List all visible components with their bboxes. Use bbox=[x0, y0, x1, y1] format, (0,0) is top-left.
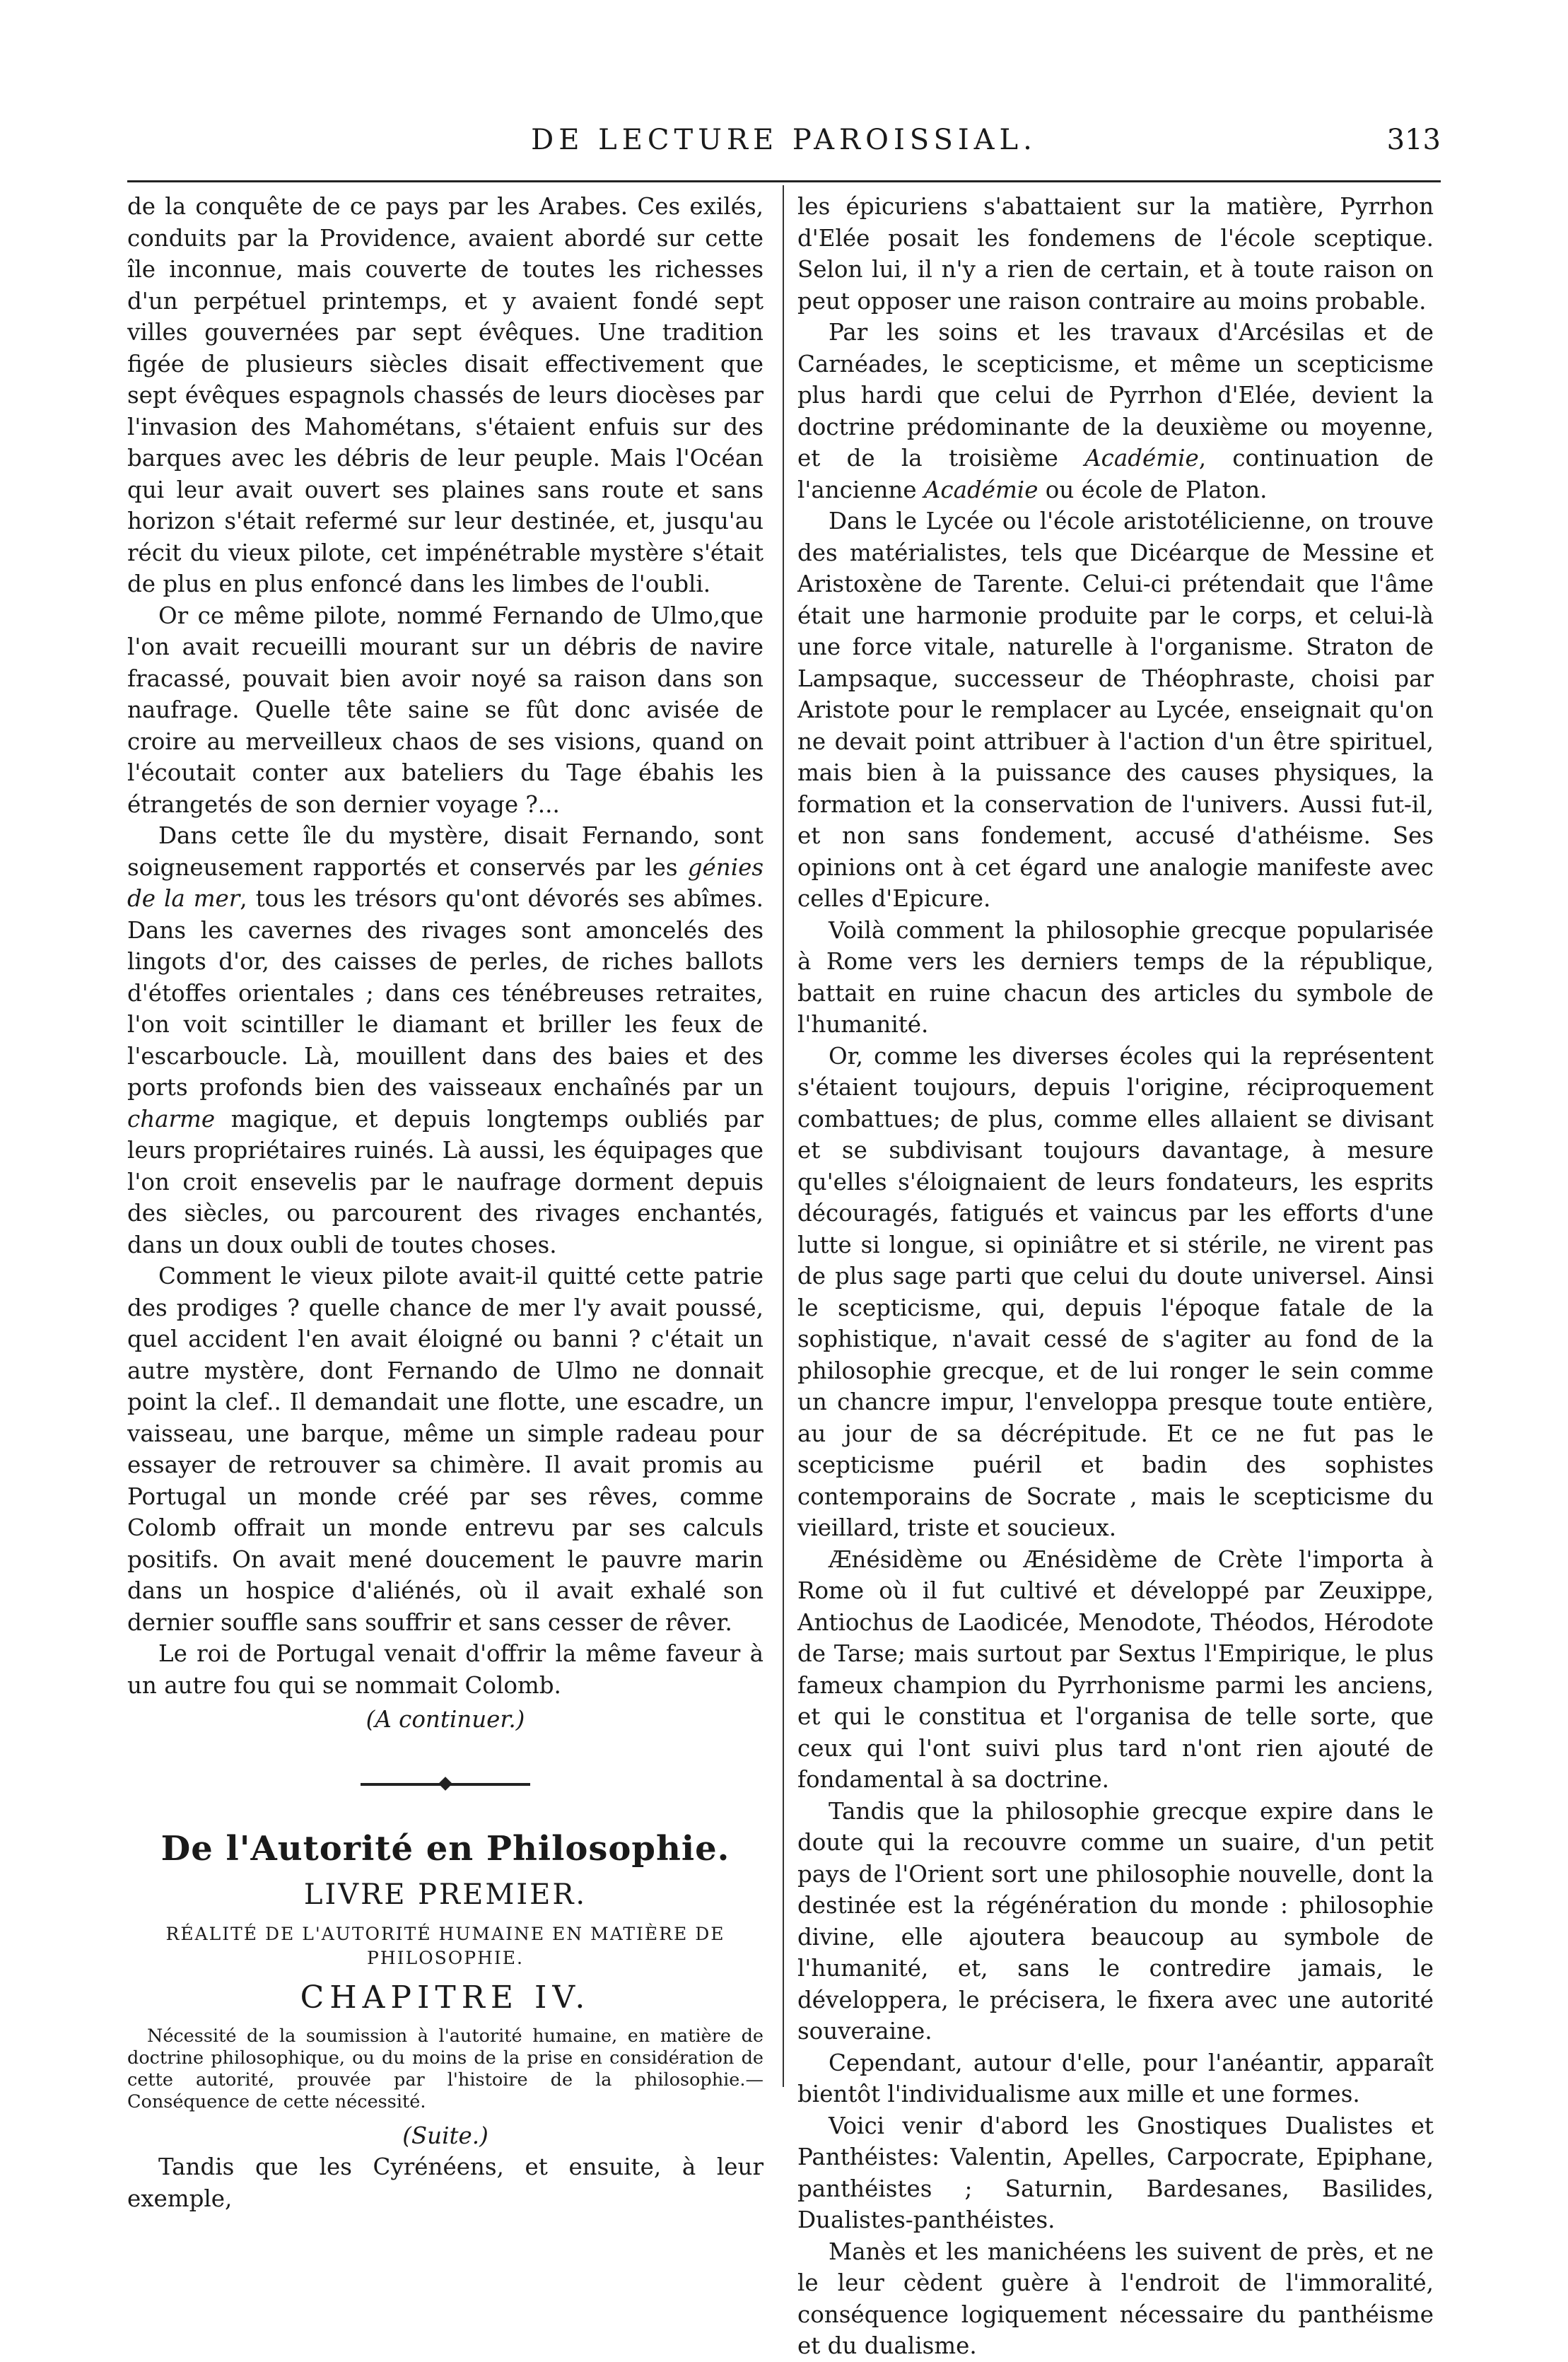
chapter-title: CHAPITRE IV. bbox=[300, 1979, 591, 2016]
italic-text: Académie bbox=[1084, 445, 1199, 472]
text-run: , tous les trésors qu'ont dévorés ses abîmes. Dans les cavernes des rivages sont amoncelés des lingots d'or, des caisses de perles, de riches ballots d'étoffes orientales ; dans ces ténébreuses retraites, l'on voit scintiller le diamant et briller les feux de l'escarboucle. Là, mouillent dans des baies et des ports profonds bien des vaisseaux enchaînés par un bbox=[127, 885, 763, 1101]
paragraph: Tandis que les Cyrénéens, et ensuite, à leur exemple, bbox=[127, 2153, 763, 2212]
paragraph: les épicuriens s'abattaient sur la matière, Pyrrhon d'Elée posait les fondemens de l'école sceptique. Selon lui, il n'y a rien de certain, et à toute raison on peut opposer une raison contraire au moins probable. bbox=[797, 193, 1434, 315]
column-divider bbox=[783, 185, 784, 2087]
paragraph: Manès et les manichéens les suivent de près, et ne le leur cèdent guère à l'endroit de l'immoralité, conséquence logiquement nécessaire du panthéisme et du dualisme. bbox=[797, 2238, 1434, 2359]
text-run: Par les soins et les travaux d'Arcésilas et de Carnéades, le scepticisme, et même un scepticisme plus hardi que celui de Pyrrhon d'Elée, devient la doctrine prédominante de la deuxième ou moyenne, et de la troisième bbox=[797, 319, 1434, 472]
section-ornament bbox=[361, 1777, 530, 1791]
paragraph: Dans le Lycée ou l'école aristotélicienne, on trouve des matérialistes, tels que Dicéarque de Messine et Aristoxène de Tarente. Celui-ci prétendait que l'âme était une harmonie produite par le corps, et celui-là une force vitale, naturelle à l'organisme. Straton de Lampsaque, successeur de Théophraste, choisi par Aristote pour le remplacer au Lycée, enseignait qu'on ne devait point attribuer à l'action d'un être spirituel, mais bien à la puissance des causes physiques, la formation et la conservation de l'univers. Aussi fut-il, et non sans fondement, accusé d'athéisme. Ses opinions ont à cet égard une analogie manifeste avec celles d'Epicure. bbox=[797, 508, 1434, 912]
paragraph bbox=[127, 820, 763, 1261]
text-run: magique, et depuis longtemps oubliés par leurs propriétaires ruinés. Là aussi, les équipages que l'on croit ensevelis par le naufrage dorment depuis des siècles, ou parcourent des rivages enchantés, dans un doux oubli de toutes choses. bbox=[127, 1105, 764, 1258]
paragraph: Comment le vieux pilote avait-il quitté cette patrie des prodiges ? quelle chance de mer l'y avait poussé, quel accident l'en avait éloigné ou banni ? c'était un autre mystère, dont Fernando de Ulmo ne donnait point la clef.. Il demandait une flotte, une escadre, un vaisseau, une barque, même un simple radeau pour essayer de retrouver sa chimère. Il avait promis au Portugal un monde créé par ses rêves, comme Colomb offrait un monde entrevu par ses calculs positifs. On avait mené doucement le pauvre marin dans un hospice d'aliénés, où il avait exhalé son dernier souffle sans souffrir et sans cesser de rêver. bbox=[127, 1263, 763, 1636]
to-be-continued: (A continuer.) bbox=[365, 1706, 525, 1733]
running-title: DE LECTURE PAROISSIAL. bbox=[531, 124, 1037, 156]
running-header bbox=[127, 124, 1441, 166]
paragraph: Or, comme les diverses écoles qui la représentent s'étaient toujours, depuis l'origine, réciproquement combattues; de plus, comme elles allaient se divisant et se subdivisant toujours davantage, à mesure qu'elles s'éloignaient de leurs fondateurs, les esprits découragés, fatigués et vaincus par les efforts d'une lutte si longue, si opiniâtre et si stérile, ne virent pas de plus sage parti que celui du doute universel. Ainsi le scepticisme, qui, depuis l'époque fatale de la sophistique, n'avait cessé de s'agiter au fond de la philosophie grecque, et de lui ronger le sein comme un chancre impur, l'enveloppa presque toute entière, au jour de sa décrépitude. Et ce ne fut pas le scepticisme puéril et badin des sophistes contemporains de Socrate , mais le scepticisme du vieillard, triste et soucieux. bbox=[797, 1042, 1434, 1541]
italic-text: génies de la mer bbox=[127, 853, 763, 912]
part-title: RÉALITÉ DE L'AUTORITÉ HUMAINE EN MATIÈRE DE PHILOSOPHIE. bbox=[165, 1923, 725, 1968]
paragraph: Or ce même pilote, nommé Fernando de Ulmo,que l'on avait recueilli mourant sur un débris de navire fracassé, pouvait bien avoir noyé sa raison dans son naufrage. Quelle tête saine se fût donc avisée de croire au merveilleux chaos de ses visions, quand on l'écoutait conter aux bateliers du Tage ébahis les étrangetés de son dernier voyage ?... bbox=[127, 602, 763, 818]
paragraph: Voici venir d'abord les Gnostiques Dualistes et Panthéistes: Valentin, Apelles, Carpocrate, Epiphane, panthéistes ; Saturnin, Bardesanes, Basilides, Dualistes-panthéistes. bbox=[797, 2112, 1434, 2233]
header-rule bbox=[127, 180, 1441, 182]
paragraph: Voilà comment la philosophie grecque popularisée à Rome vers les derniers temps de la république, battait en ruine chacun des articles du symbole de l'humanité. bbox=[797, 916, 1434, 1038]
book-title: LIVRE PREMIER. bbox=[303, 1878, 587, 1911]
ornament-diamond bbox=[438, 1777, 452, 1791]
paragraph: de la conquête de ce pays par les Arabes. Ces exilés, conduits par la Providence, avaient abordé sur cette île inconnue, mais couverte de toutes les richesses d'un perpétuel printemps, et y avaient fondé sept villes gouvernées par sept évêques. Une tradition figée de plusieurs siècles disait effectivement que sept évêques espagnols chassés de leurs diocèses par l'invasion des Mahométans, s'étaient enfuis sur des barques avec les débris de leur peuple. Mais l'Océan qui leur avait ouvert ses plaines sans route et sans horizon s'était refermé sur leur destinée, et, jusqu'au récit du vieux pilote, cet impénétrable mystère s'était de plus en plus enfoncé dans les limbes de l'oubli. bbox=[127, 193, 763, 597]
chapter-summary: Nécessité de la soumission à l'autorité humaine, en matière de doctrine philosophique, ou du moins de la prise en considération de cette autorité, prouvée par l'histoire de la philosophie.—Conséquence de cette nécessité. bbox=[127, 2025, 763, 2112]
paragraph: Tandis que la philosophie grecque expire dans le doute qui la recouvre comme un suaire, d'un petit pays de l'Orient sort une philosophie nouvelle, dont la destinée est la régénération du monde : philosophie divine, elle ajoutera beaucoup au symbole de l'humanité, et, sans le contredire jamais, le développera, le précisera, le fixera avec une autorité souveraine. bbox=[797, 1797, 1434, 2045]
text-run: Dans cette île du mystère, disait Fernando, sont soigneusement rapportés et conservés par les bbox=[127, 822, 763, 881]
paragraph: Ænésidème ou Ænésidème de Crète l'importa à Rome où il fut cultivé et développé par Zeuxippe, Antiochus de Laodicée, Menodote, Théodos, Hérodote de Tarse; mais surtout par Sextus l'Empirique, le plus fameux champion du Pyrrhonisme parmi les anciens, et qui le constitua et l'organisa de telle sorte, que ceux qui l'ont suivi plus tard n'ont rien ajouté de fondamental à sa doctrine. bbox=[797, 1545, 1434, 1793]
page-number: 313 bbox=[1386, 124, 1441, 156]
paragraph: Cependant, autour d'elle, pour l'anéantir, apparaît bientôt l'individualisme aux mille et une formes. bbox=[797, 2049, 1434, 2107]
text-run: ou école de Platon. bbox=[1045, 476, 1268, 503]
italic-text: Académie bbox=[923, 476, 1038, 503]
continued-label: (Suite.) bbox=[402, 2122, 488, 2149]
italic-text: charme bbox=[127, 1105, 216, 1133]
text-run: , continuation de l'ancienne bbox=[797, 445, 1434, 503]
right-column bbox=[797, 191, 1434, 2359]
section-title: De l'Autorité en Philosophie. bbox=[160, 1828, 730, 1869]
paragraph bbox=[797, 317, 1434, 505]
paragraph: Le roi de Portugal venait d'offrir la même faveur à un autre fou qui se nommait Colomb. bbox=[127, 1640, 763, 1699]
left-column bbox=[127, 191, 764, 2212]
